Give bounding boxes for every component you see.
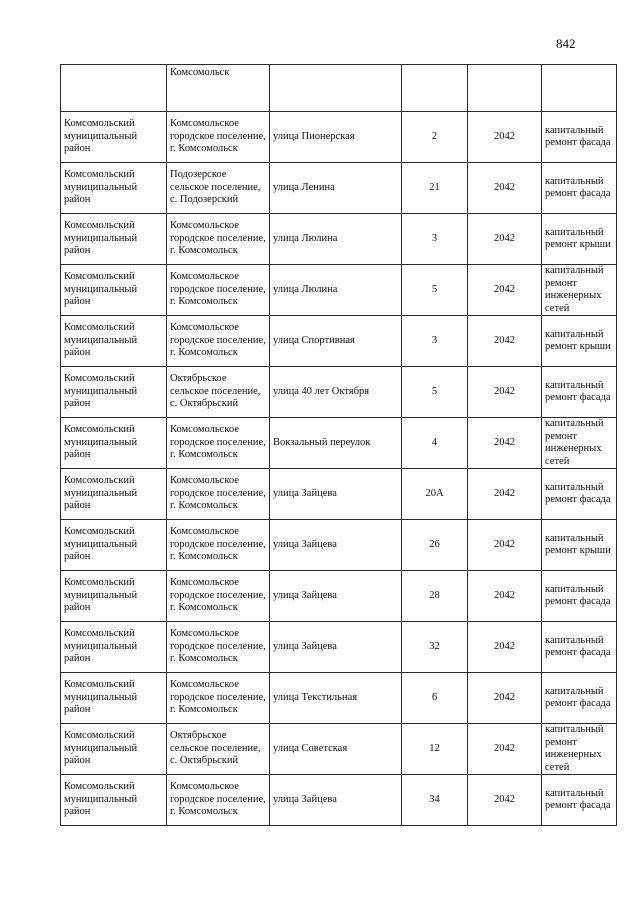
- district-cell: Комсомольский муниципальный район: [61, 214, 167, 265]
- work-cell: [542, 65, 617, 112]
- page-number: 842: [556, 36, 576, 51]
- table-row: [61, 571, 617, 622]
- year-cell: 2042: [468, 316, 542, 367]
- work-cell: капитальный ремонт фасада: [542, 112, 617, 163]
- settlement-cell: Комсомольское городское поселение, г. Комсомольск: [167, 571, 270, 622]
- work-cell: капитальный ремонт инженерных сетей: [542, 265, 617, 316]
- district-cell: Комсомольский муниципальный район: [61, 265, 167, 316]
- table-row: [61, 520, 617, 571]
- year-cell: 2042: [468, 724, 542, 775]
- table-row: [61, 163, 617, 214]
- district-cell: Комсомольский муниципальный район: [61, 367, 167, 418]
- year-cell: 2042: [468, 520, 542, 571]
- street-cell: улица Зайцева: [270, 622, 402, 673]
- street-cell: улица Зайцева: [270, 571, 402, 622]
- street-cell: улица Зайцева: [270, 520, 402, 571]
- work-cell: капитальный ремонт фасада: [542, 367, 617, 418]
- district-cell: Комсомольский муниципальный район: [61, 520, 167, 571]
- district-cell: Комсомольский муниципальный район: [61, 775, 167, 826]
- house-cell: 12: [402, 724, 468, 775]
- house-cell: 2: [402, 112, 468, 163]
- settlement-cell: Комсомольское городское поселение, г. Комсомольск: [167, 469, 270, 520]
- district-cell: Комсомольский муниципальный район: [61, 418, 167, 469]
- district-cell: [61, 65, 167, 112]
- house-cell: 21: [402, 163, 468, 214]
- work-cell: капитальный ремонт крыши: [542, 520, 617, 571]
- year-cell: 2042: [468, 775, 542, 826]
- settlement-cell: Комсомольское городское поселение, г. Комсомольск: [167, 265, 270, 316]
- district-cell: Комсомольский муниципальный район: [61, 163, 167, 214]
- street-cell: улица Пионерская: [270, 112, 402, 163]
- work-cell: капитальный ремонт инженерных сетей: [542, 418, 617, 469]
- street-cell: улица Спортивная: [270, 316, 402, 367]
- house-cell: 26: [402, 520, 468, 571]
- continuation-row: [61, 65, 617, 112]
- table-row: [61, 724, 617, 775]
- house-cell: 20А: [402, 469, 468, 520]
- work-cell: капитальный ремонт фасада: [542, 469, 617, 520]
- year-cell: 2042: [468, 214, 542, 265]
- district-cell: Комсомольский муниципальный район: [61, 622, 167, 673]
- settlement-cell: Комсомольское городское поселение, г. Комсомольск: [167, 316, 270, 367]
- year-cell: 2042: [468, 571, 542, 622]
- house-cell: 4: [402, 418, 468, 469]
- district-cell: Комсомольский муниципальный район: [61, 316, 167, 367]
- district-cell: Комсомольский муниципальный район: [61, 112, 167, 163]
- house-cell: 3: [402, 316, 468, 367]
- work-cell: капитальный ремонт фасада: [542, 571, 617, 622]
- table-row: [61, 214, 617, 265]
- table-row: [61, 469, 617, 520]
- settlement-cell: Октябрьское сельское поселение, с. Октябрьский: [167, 724, 270, 775]
- house-cell: 6: [402, 673, 468, 724]
- table-row: [61, 622, 617, 673]
- house-cell: 28: [402, 571, 468, 622]
- table-row: [61, 775, 617, 826]
- house-cell: 3: [402, 214, 468, 265]
- street-cell: улица Текстильная: [270, 673, 402, 724]
- house-cell: 5: [402, 265, 468, 316]
- table-row: [61, 418, 617, 469]
- work-cell: капитальный ремонт крыши: [542, 316, 617, 367]
- settlement-cell: Комсомольское городское поселение, г. Комсомольск: [167, 775, 270, 826]
- work-cell: капитальный ремонт инженерных сетей: [542, 724, 617, 775]
- street-cell: [270, 65, 402, 112]
- house-cell: [402, 65, 468, 112]
- table-row: [61, 316, 617, 367]
- work-cell: капитальный ремонт фасада: [542, 163, 617, 214]
- settlement-cell: Комсомольское городское поселение, г. Комсомольск: [167, 214, 270, 265]
- district-cell: Комсомольский муниципальный район: [61, 571, 167, 622]
- year-cell: 2042: [468, 469, 542, 520]
- settlement-cell: Октябрьское сельское поселение, с. Октябрьский: [167, 367, 270, 418]
- street-cell: улица Люлина: [270, 214, 402, 265]
- house-cell: 32: [402, 622, 468, 673]
- table-row: [61, 367, 617, 418]
- street-cell: улица Люлина: [270, 265, 402, 316]
- year-cell: 2042: [468, 265, 542, 316]
- district-cell: Комсомольский муниципальный район: [61, 469, 167, 520]
- work-cell: капитальный ремонт фасада: [542, 775, 617, 826]
- table-row: [61, 265, 617, 316]
- year-cell: 2042: [468, 673, 542, 724]
- settlement-cell: Комсомольское городское поселение, г. Комсомольск: [167, 520, 270, 571]
- street-cell: улица Зайцева: [270, 469, 402, 520]
- district-cell: Комсомольский муниципальный район: [61, 673, 167, 724]
- street-cell: улица Ленина: [270, 163, 402, 214]
- settlement-cell: Подозерское сельское поселение, с. Подозерский: [167, 163, 270, 214]
- settlement-cell: Комсомольское городское поселение, г. Комсомольск: [167, 673, 270, 724]
- repair-schedule-table: [60, 64, 617, 826]
- table-body: [61, 65, 617, 826]
- work-cell: капитальный ремонт фасада: [542, 622, 617, 673]
- year-cell: 2042: [468, 112, 542, 163]
- house-cell: 5: [402, 367, 468, 418]
- street-cell: Вокзальный переулок: [270, 418, 402, 469]
- settlement-cell: Комсомольское городское поселение, г. Комсомольск: [167, 622, 270, 673]
- street-cell: улица Зайцева: [270, 775, 402, 826]
- year-cell: 2042: [468, 367, 542, 418]
- table-row: [61, 673, 617, 724]
- district-cell: Комсомольский муниципальный район: [61, 724, 167, 775]
- work-cell: капитальный ремонт крыши: [542, 214, 617, 265]
- street-cell: улица 40 лет Октября: [270, 367, 402, 418]
- table-row: [61, 112, 617, 163]
- work-cell: капитальный ремонт фасада: [542, 673, 617, 724]
- year-cell: [468, 65, 542, 112]
- year-cell: 2042: [468, 163, 542, 214]
- year-cell: 2042: [468, 418, 542, 469]
- house-cell: 34: [402, 775, 468, 826]
- year-cell: 2042: [468, 622, 542, 673]
- settlement-cell: Комсомольское городское поселение, г. Комсомольск: [167, 418, 270, 469]
- street-cell: улица Советская: [270, 724, 402, 775]
- settlement-cell: Комсомольское городское поселение, г. Комсомольск: [167, 112, 270, 163]
- settlement-cell: Комсомольск: [167, 65, 270, 112]
